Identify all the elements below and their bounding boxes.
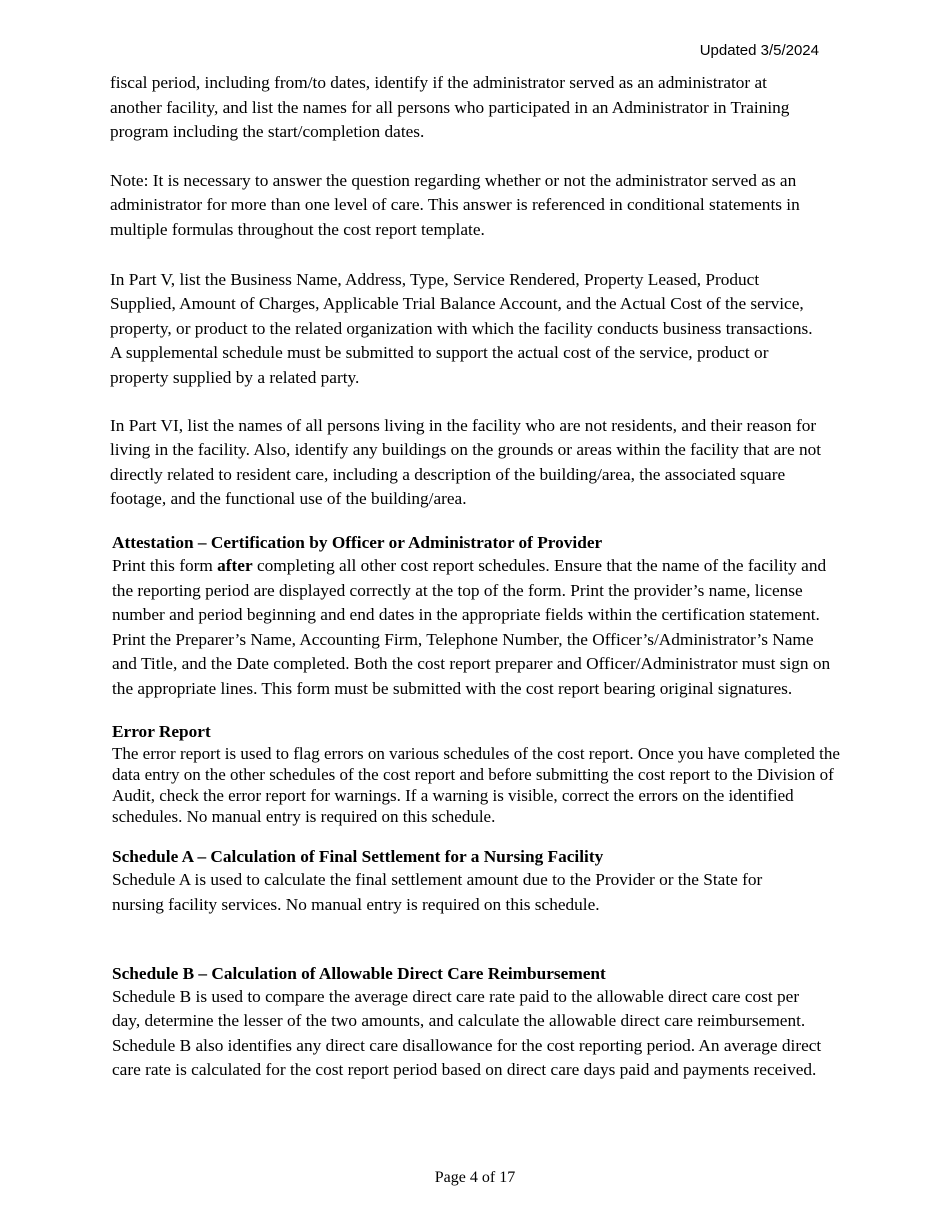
attestation-text-after: completing all other cost report schedules. Ensure that the name of the facility and the reporting period are displayed correctly at the top of the form. Print the provider’s name, license number and period beginning and end dates in the appropriate fields within the certification statement. Print the Preparer’s Name, Accounting Firm, Telephone Number, the Officer’s/Administrator’s Name and Title, and the Date completed. Both the cost report preparer and Officer/Administrator must sign on the appropriate lines. This form must be submitted with the cost report bearing original signatures.	[112, 555, 831, 698]
schedule-b-heading: Schedule B – Calculation of Allowable Direct Care Reimbursement	[112, 963, 606, 983]
note-paragraph: Note: It is necessary to answer the question regarding whether or not the administrator served as an administrator for more than one level of care. This answer is referenced in conditional statements in multiple formulas throughout the cost report template.	[110, 170, 800, 239]
attestation-heading: Attestation – Certification by Officer or Administrator of Provider	[112, 532, 603, 552]
part-v-paragraph: In Part V, list the Business Name, Address, Type, Service Rendered, Property Leased, Product Supplied, Amount of Charges, Applicable Trial Balance Account, and the Actual Cost of the service, property, or product to the related organization with which the facility conducts business transactions. A supplemental schedule must be submitted to support the actual cost of the service, product or property supplied by a related party.	[110, 269, 813, 387]
document-body	[110, 71, 850, 1083]
schedule-a-heading: Schedule A – Calculation of Final Settlement for a Nursing Facility	[112, 847, 604, 867]
attestation-emphasis: after	[217, 555, 253, 575]
attestation-text-before: Print this form	[112, 555, 218, 575]
part-vi-paragraph: In Part VI, list the names of all persons living in the facility who are not residents, and their reason for living in the facility. Also, identify any buildings on the grounds or areas within the facility that are not directly related to resident care, including a description of the building/area, the associated square footage, and the functional use of the building/area.	[110, 415, 822, 509]
updated-date: Updated 3/5/2024	[699, 42, 819, 59]
schedule-a-paragraph: Schedule A is used to calculate the final settlement amount due to the Provider or the State for nursing facility services. No manual entry is required on this schedule.	[112, 870, 763, 915]
schedule-b-section	[110, 962, 850, 1083]
attestation-section	[110, 531, 850, 702]
error-report-heading: Error Report	[112, 722, 211, 742]
schedule-b-paragraph: Schedule B is used to compare the average direct care rate paid to the allowable direct care cost per day, determine the lesser of the two amounts, and calculate the allowable direct care reimbursement. Schedule B also identifies any direct care disallowance for the cost reporting period. An average direct care rate is calculated for the cost report period based on direct care days paid and payments received.	[112, 986, 822, 1080]
attestation-paragraph	[110, 554, 832, 702]
error-report-paragraph: The error report is used to flag errors on various schedules of the cost report. Once you have completed the data entry on the other schedules of the cost report and before submitting the cost report to the Division of Audit, check the error report for warnings. If a warning is visible, correct the errors on the identified schedules. No manual entry is required on this schedule.	[112, 744, 840, 827]
intro-continuation-paragraph: fiscal period, including from/to dates, identify if the administrator served as an administrator at another facility, and list the names for all persons who participated in an Administrator in Training program including the start/completion dates.	[110, 73, 790, 142]
page-number: Page 4 of 17	[434, 1169, 516, 1186]
schedule-a-section	[110, 845, 850, 917]
error-report-section	[110, 720, 850, 827]
